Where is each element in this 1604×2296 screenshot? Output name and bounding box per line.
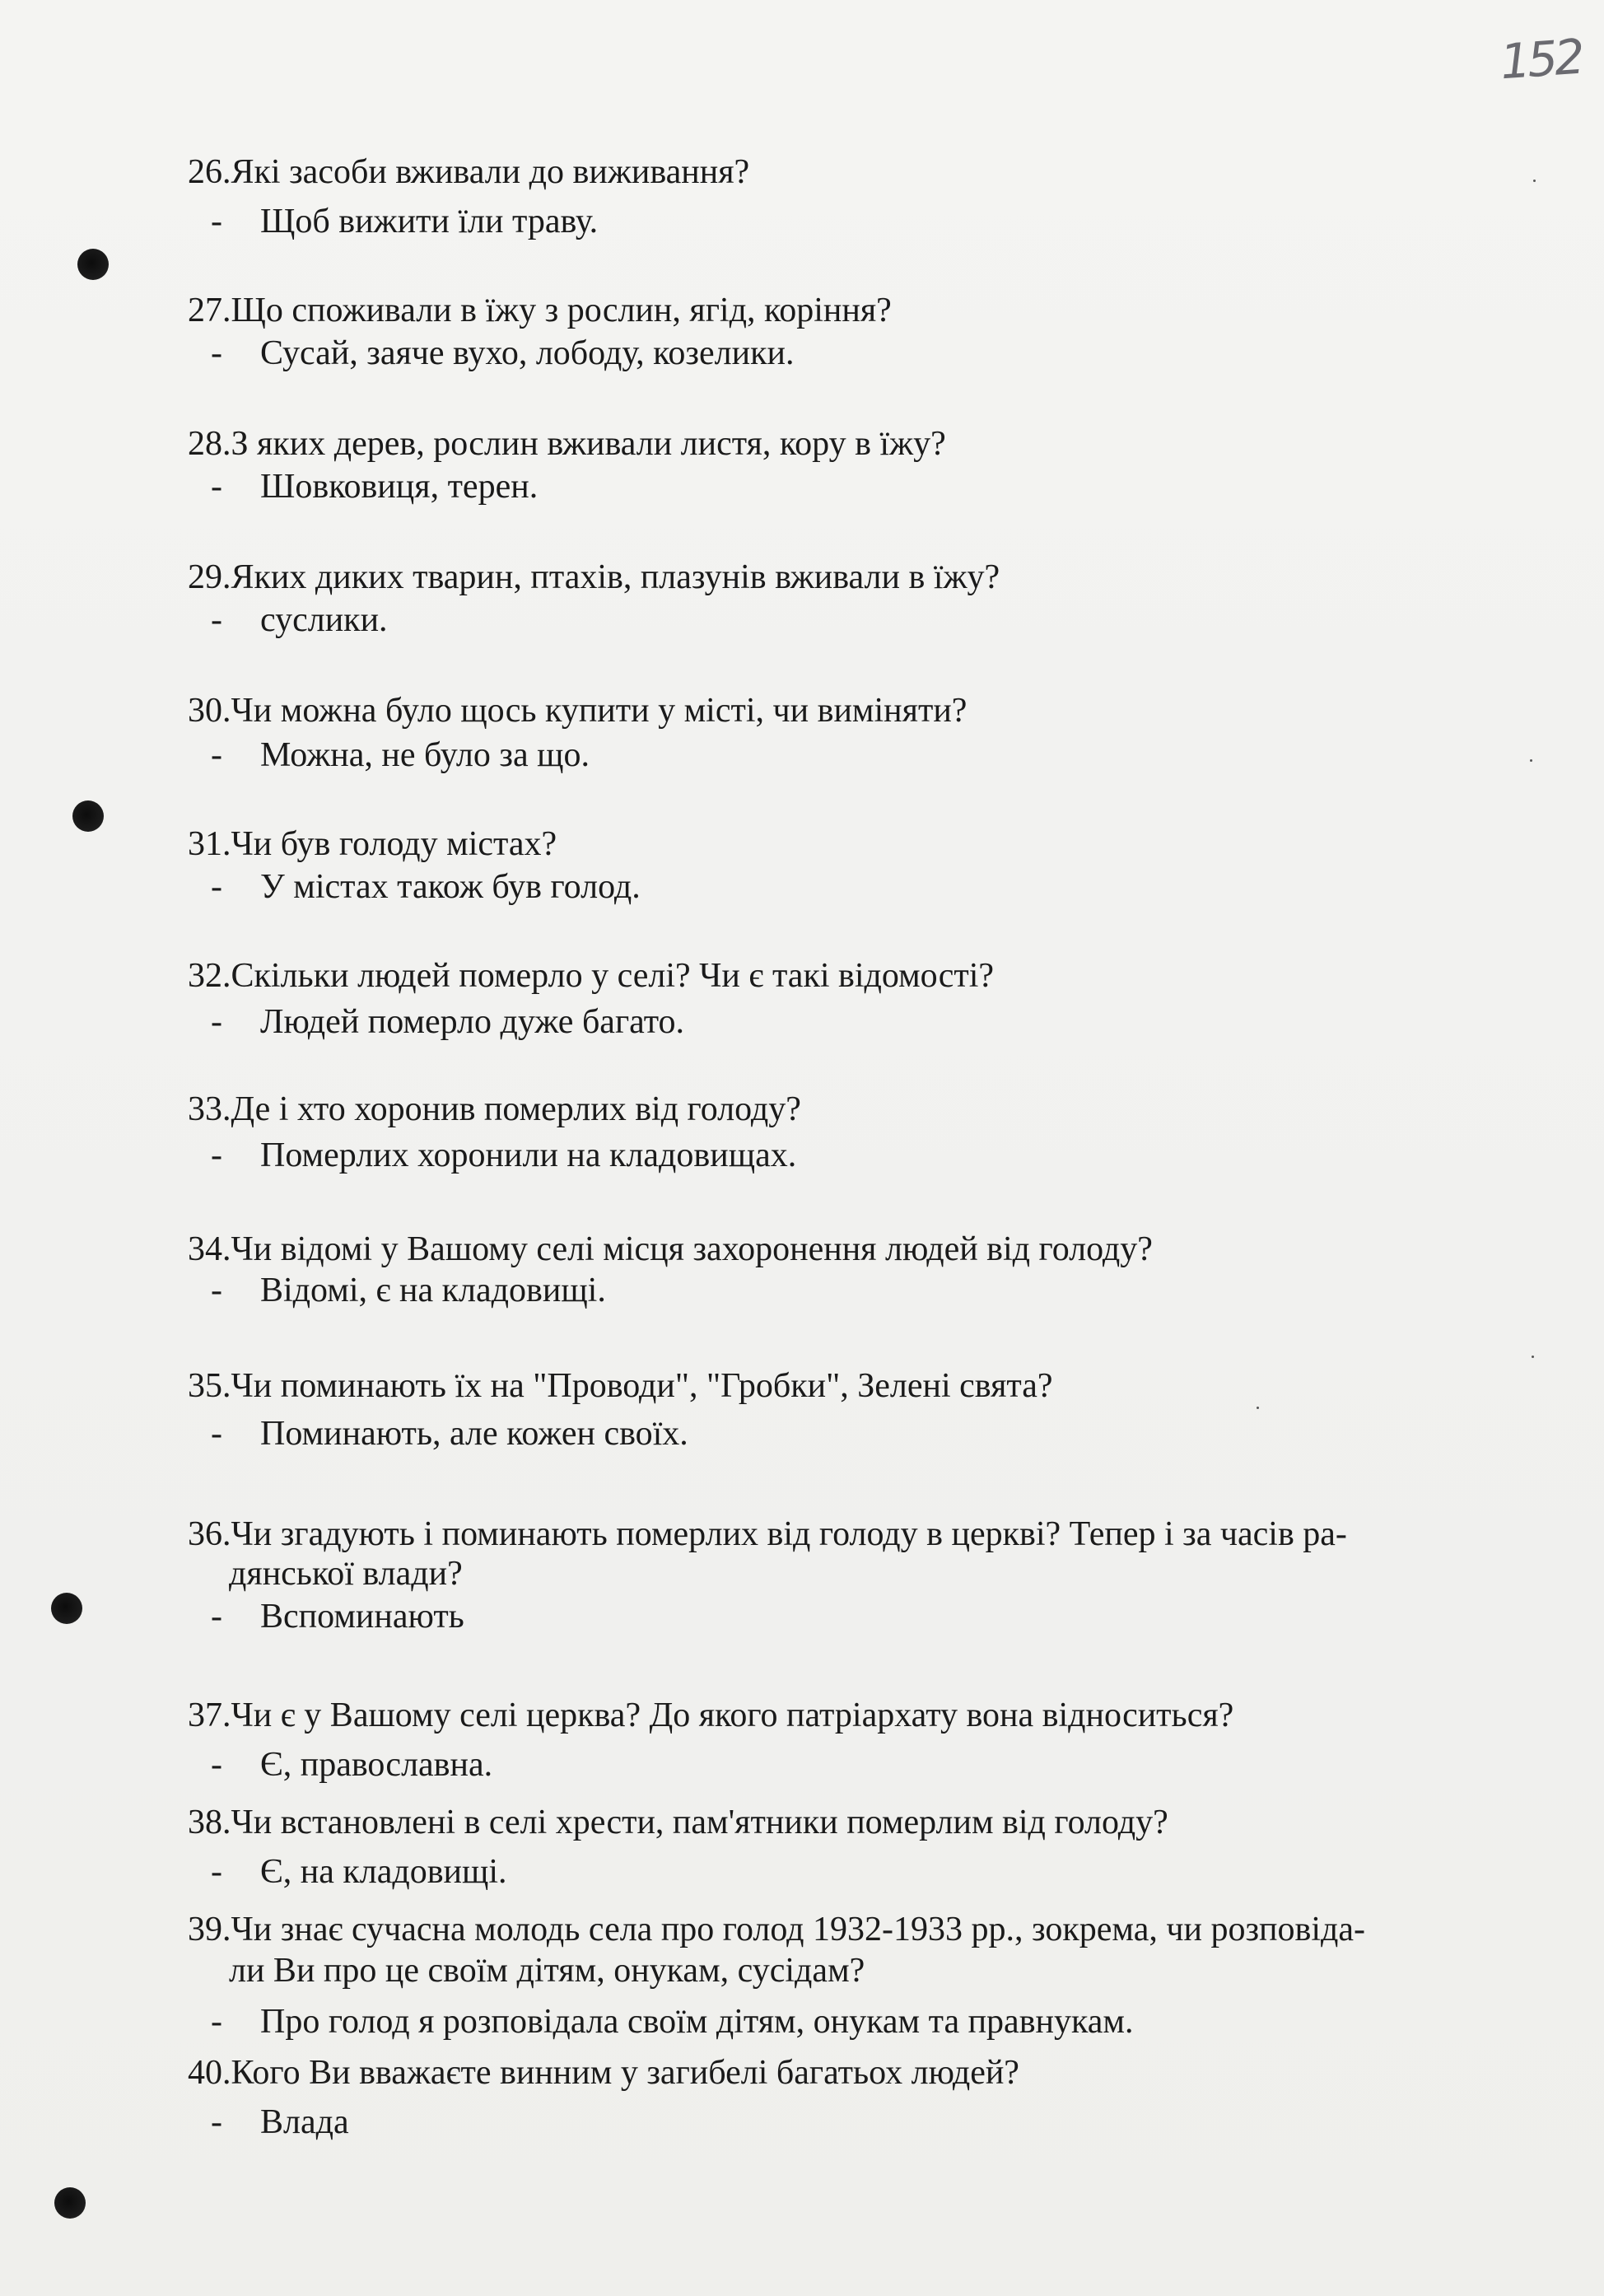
answer-39: - Про голод я розповідала своїм дітям, онукам та правнукам. [211, 2003, 1134, 2041]
question-33: 33.Де і хто хоронив померлих від голоду? [188, 1090, 801, 1128]
question-31: 31.Чи був голоду містах? [188, 825, 557, 863]
question-35: 35.Чи поминають їх на "Проводи", "Гробки", Зелені свята? [188, 1367, 1053, 1405]
answer-33: - Померлих хоронили на кладовищах. [211, 1136, 797, 1174]
answer-27: - Сусай, заяче вухо, лободу, козелики. [211, 334, 795, 372]
question-30: 30.Чи можна було щось купити у місті, чи виміняти? [188, 692, 968, 730]
question-26: 26.Які засоби вживали до виживання? [188, 153, 750, 191]
answer-36: - Вспоминають [211, 1598, 464, 1636]
question-40: 40.Кого Ви вважаєте винним у загибелі багатьох людей? [188, 2054, 1019, 2092]
question-27: 27.Що споживали в їжу з рослин, ягід, коріння? [188, 292, 892, 329]
answer-38: - Є, на кладовищі. [211, 1853, 507, 1891]
answer-40: - Влада [211, 2103, 349, 2141]
punch-hole [72, 800, 104, 832]
answer-30: - Можна, не було за що. [211, 736, 590, 774]
answer-26: - Щоб вижити їли траву. [211, 203, 599, 240]
question-36: 36.Чи згадують і поминають померлих від голоду в церкві? Тепер і за часів ра- [188, 1515, 1347, 1553]
question-29: 29.Яких диких тварин, птахів, плазунів вживали в їжу? [188, 558, 1000, 596]
answer-28: - Шовковиця, терен. [211, 468, 539, 506]
question-32: 32.Скільки людей померло у селі? Чи є такі відомості? [188, 957, 995, 995]
question-39-continued: ли Ви про це своїм дітям, онукам, сусідам? [229, 1952, 865, 1990]
answer-29: - суслики. [211, 601, 388, 639]
answer-34: - Відомі, є на кладовищі. [211, 1272, 606, 1309]
answer-31: - У містах також був голод. [211, 868, 641, 906]
question-36-continued: дянської влади? [229, 1555, 463, 1593]
answer-35: - Поминають, але кожен своїх. [211, 1415, 688, 1453]
answer-37: - Є, православна. [211, 1746, 493, 1784]
question-38: 38.Чи встановлені в селі хрести, пам'ятники померлим від голоду? [188, 1804, 1168, 1841]
punch-hole [51, 1593, 82, 1624]
punch-hole [54, 2187, 86, 2219]
question-28: 28.З яких дерев, рослин вживали листя, кору в їжу? [188, 425, 946, 463]
question-39: 39.Чи знає сучасна молодь села про голод 1932-1933 рр., зокрема, чи розповіда- [188, 1911, 1366, 1948]
page-number: 152 [1498, 28, 1583, 91]
question-37: 37.Чи є у Вашому селі церква? До якого патріархату вона відноситься? [188, 1696, 1234, 1734]
punch-hole [77, 249, 109, 280]
question-34: 34.Чи відомі у Вашому селі місця захоронення людей від голоду? [188, 1230, 1153, 1268]
answer-32: - Людей померло дуже багато. [211, 1003, 685, 1041]
